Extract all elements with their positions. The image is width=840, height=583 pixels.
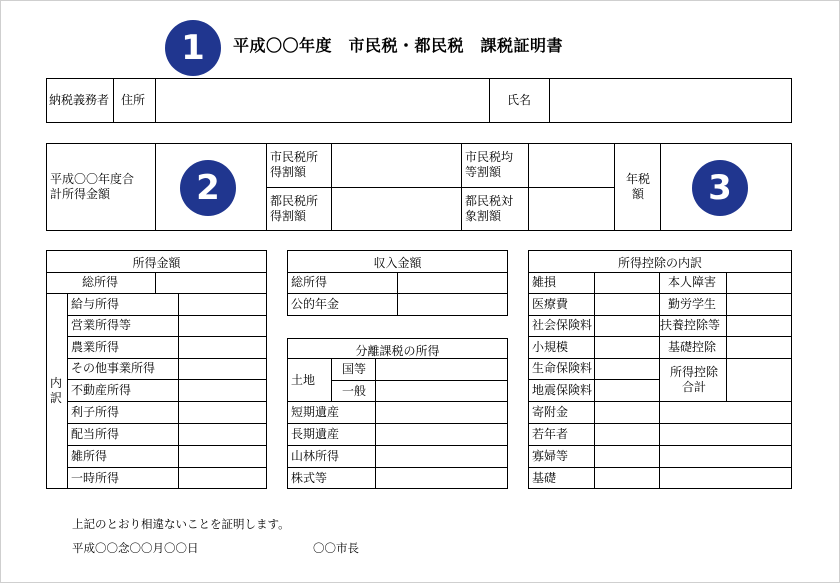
income-item: その他事業所得 (71, 361, 156, 375)
revenue-item: 総所得 (291, 275, 328, 289)
city-income-label: 市民税所 得割額 (270, 150, 319, 179)
revenue-header: 収入金額 (373, 256, 422, 270)
income-item: 配当所得 (71, 427, 120, 441)
issue-date: 平成〇〇念〇〇月〇〇日 (72, 541, 199, 555)
income-item: 利子所得 (71, 405, 120, 419)
document-title: 平成〇〇年度 市民税・都民税 課税証明書 (233, 36, 564, 55)
deduction-item: 社会保険料 (532, 318, 593, 332)
deduction-item: 基礎控除 (668, 340, 717, 354)
deduction-item: 若年者 (532, 427, 569, 441)
certify-statement: 上記のとおり相違ないことを証明します。 (72, 517, 290, 531)
income-item: 一時所得 (71, 471, 120, 485)
name-label: 氏名 (507, 93, 532, 107)
deduction-item: 地震保険料 (532, 383, 593, 397)
deduction-item: 医療費 (532, 297, 569, 311)
address-label: 住所 (121, 93, 146, 107)
revenue-item: 公的年金 (291, 297, 340, 311)
city-equal-label: 市民税均 等割額 (465, 150, 514, 179)
income-item: 給与所得 (71, 297, 120, 311)
land-label: 土地 (291, 373, 316, 387)
badge-1: 1 (165, 20, 221, 76)
deductions-header: 所得控除の内訳 (617, 256, 702, 270)
income-item: 不動産所得 (71, 383, 132, 397)
deduction-item: 生命保険料 (532, 361, 593, 375)
income-header: 所得金額 (132, 256, 181, 270)
separate-item: 株式等 (291, 471, 328, 485)
deduction-item: 扶養控除等 (660, 318, 721, 332)
issuer: 〇〇市長 (313, 541, 359, 555)
metro-income-label: 都民税所 得割額 (270, 194, 319, 223)
deduction-item: 本人障害 (668, 275, 717, 289)
land-item: 国等 (342, 362, 367, 376)
deduction-total-label: 所得控除 合計 (669, 365, 718, 394)
deduction-item: 勤労学生 (668, 297, 717, 311)
separate-item: 短期遺産 (291, 405, 340, 419)
deduction-item: 寡婦等 (532, 449, 569, 463)
metro-equal-label: 都民税対 象割額 (465, 194, 514, 223)
separate-item: 長期遺産 (291, 427, 340, 441)
deduction-item: 基礎 (532, 471, 557, 485)
income-item: 農業所得 (71, 340, 120, 354)
income-total-label: 総所得 (82, 275, 119, 289)
deduction-item: 小規模 (532, 340, 569, 354)
total-income-label: 平成〇〇年度合 計所得金額 (50, 172, 135, 201)
taxpayer-label: 納税義務者 (49, 93, 110, 107)
separate-header: 分離課税の所得 (355, 344, 440, 358)
income-item: 営業所得等 (71, 318, 132, 332)
breakdown-label: 内 訳 (50, 376, 63, 405)
income-item: 雑所得 (71, 449, 108, 463)
deduction-item: 雑損 (532, 275, 557, 289)
taxpayer-row (46, 78, 792, 123)
badge-2: 2 (180, 160, 236, 216)
land-item: 一般 (342, 384, 367, 398)
annual-tax-label: 年税 額 (626, 172, 651, 201)
separate-item: 山林所得 (291, 449, 340, 463)
deduction-item: 寄附金 (532, 405, 569, 419)
badge-3: 3 (692, 160, 748, 216)
